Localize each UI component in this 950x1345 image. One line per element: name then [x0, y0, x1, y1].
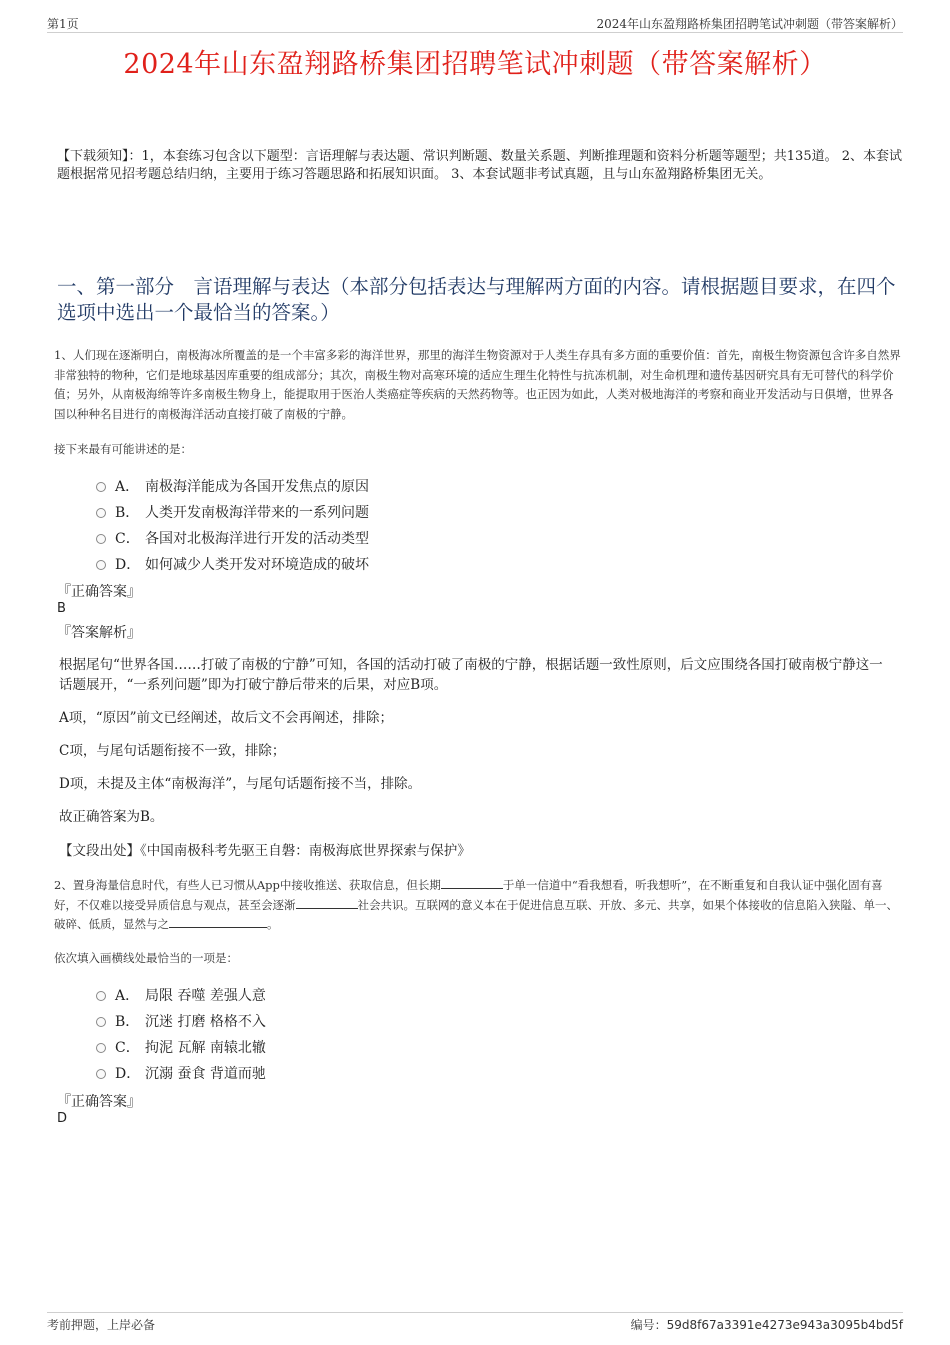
- option-a[interactable]: A． 南极海洋能成为各国开发焦点的原因: [96, 476, 369, 502]
- analysis-conclusion: 故正确答案为B。: [59, 809, 164, 825]
- footer-slogan: 考前押题，上岸必备: [47, 1318, 156, 1332]
- option-c[interactable]: C． 各国对北极海洋进行开发的活动类型: [96, 528, 369, 554]
- analysis-paragraph: D项，未提及主体“南极海洋”，与尾句话题衔接不当，排除。: [59, 776, 422, 792]
- analysis-label: 『答案解析』: [57, 625, 141, 641]
- option-d[interactable]: D． 沉溺 蚕食 背道而驰: [96, 1063, 266, 1089]
- radio-icon[interactable]: [96, 508, 106, 518]
- header-doc-title: 2024年山东盈翔路桥集团招聘笔试冲刺题（带答案解析）: [596, 17, 903, 31]
- correct-answer: D: [57, 1111, 68, 1126]
- radio-icon[interactable]: [96, 1069, 106, 1079]
- correct-answer: B: [57, 601, 66, 616]
- radio-icon[interactable]: [96, 482, 106, 492]
- analysis-paragraph: A项，“原因”前文已经阐述，故后文不会再阐述，排除；: [59, 710, 394, 726]
- source-citation: 【文段出处】《中国南极科考先驱王自磐：南极海底世界探索与保护》: [59, 843, 471, 859]
- question-1-text: 1、人们现在逐渐明白，南极海冰所覆盖的是一个丰富多彩的海洋世界，那里的海洋生物资源对于人类生存具有多方面的重要价值：首先，南极生物资源包含许多自然界非常独特的物种，它们是地球基因库重要的组成部分；其次，南极生物对高寒环境的适应生理生化特性与抗冻机制，对生命机理和遗传基因研究具有无可替代的科学价值；另外，从南极海绵等许多南极生物身上，能提取用于医治人类癌症等疾病的天然药物等。也正因为如此，人类对极地海洋的考察和商业开发活动与日俱增，世界各国以种种名目进行的南极海洋活动直接打破了南极的宁静。: [54, 348, 901, 421]
- page-footer: [47, 1312, 903, 1332]
- page-number: 第1页: [47, 17, 79, 31]
- document-title: 2024年山东盈翔路桥集团招聘笔试冲刺题（带答案解析）: [123, 49, 827, 80]
- option-c[interactable]: C． 拘泥 瓦解 南辕北辙: [96, 1037, 266, 1063]
- radio-icon[interactable]: [96, 1043, 106, 1053]
- fill-blank: [441, 877, 503, 889]
- question-2-prompt: 依次填入画横线处最恰当的一项是：: [54, 951, 238, 965]
- analysis-paragraph: 根据尾句“世界各国……打破了南极的宁静”可知，各国的活动打破了南极的宁静，根据话题一致性原则，后文应围绕各国打破南极宁静这一话题展开，“一系列问题”即为打破宁静后带来的后果，对应B项。: [59, 657, 883, 693]
- radio-icon[interactable]: [96, 534, 106, 544]
- option-d[interactable]: D． 如何减少人类开发对环境造成的破坏: [96, 554, 369, 580]
- question-2-text: 2、置身海量信息时代，有些人已习惯从App中接收推送、获取信息，但长期 于单一信道中“看我想看，听我想听”，在不断重复和自我认证中强化固有喜好，不仅难以接受异质信息与观点，甚至会逐渐 社会共识。互联网的意义本在于促进信息互联、开放、多元、共享，如果个体接收的信息陷入狭隘、单一、破碎、低质，显然与之 。: [54, 878, 898, 931]
- download-notice: 【下载须知】：1，本套练习包含以下题型：言语理解与表达题、常识判断题、数量关系题、判断推理题和资料分析题等题型；共135道。 2、本套试题根据常见招考题总结归纳，主要用于练习答题思路和拓展知识面。 3、本套试题非考试真题，且与山东盈翔路桥集团无关。: [57, 149, 902, 182]
- question-1-options: [96, 476, 369, 580]
- analysis-paragraph: C项，与尾句话题衔接不一致，排除；: [59, 743, 286, 759]
- option-a[interactable]: A． 局限 吞噬 差强人意: [96, 985, 266, 1011]
- question-2-options: [96, 985, 266, 1089]
- radio-icon[interactable]: [96, 991, 106, 1001]
- option-b[interactable]: B． 沉迷 打磨 格格不入: [96, 1011, 266, 1037]
- page-header: [47, 14, 903, 33]
- radio-icon[interactable]: [96, 1017, 106, 1027]
- radio-icon[interactable]: [96, 560, 106, 570]
- document-code: 编号：59d8f67a3391e4273e943a3095b4bd5f: [630, 1318, 903, 1332]
- fill-blank: [169, 916, 267, 928]
- answer-label: 『正确答案』: [57, 584, 141, 600]
- option-b[interactable]: B． 人类开发南极海洋带来的一系列问题: [96, 502, 369, 528]
- question-1-prompt: 接下来最有可能讲述的是：: [54, 442, 192, 456]
- answer-label: 『正确答案』: [57, 1094, 141, 1110]
- section-heading: 一、第一部分 言语理解与表达（本部分包括表达与理解两方面的内容。请根据题目要求，在四个选项中选出一个最恰当的答案。）: [57, 275, 896, 324]
- fill-blank: [296, 897, 358, 909]
